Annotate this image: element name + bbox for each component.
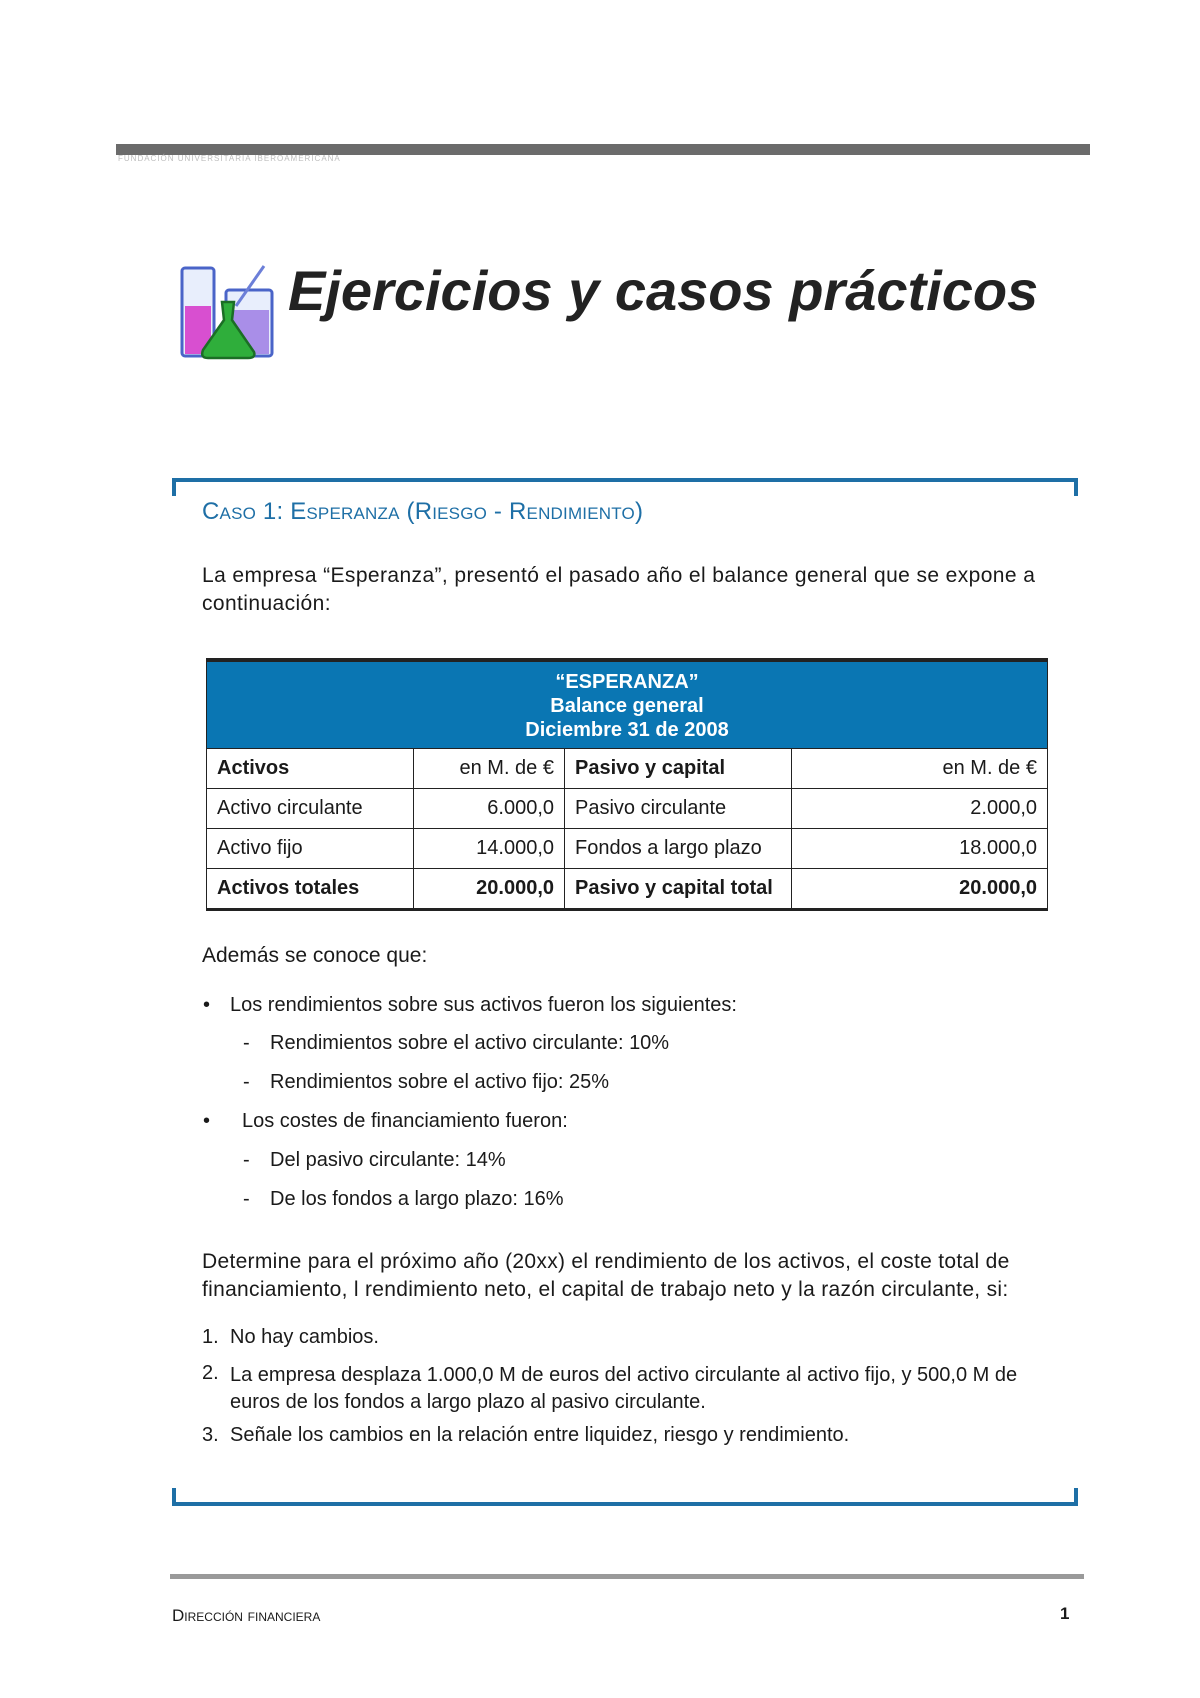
task-text: Determine para el próximo año (20xx) el rendimiento de los activos, el coste total de financiamiento, l rendimiento neto, el capital de trabajo neto y la razón circulante, si:	[202, 1250, 1010, 1301]
lab-beakers-icon	[178, 262, 282, 362]
table-cell: 6.000,0	[414, 789, 565, 829]
balance-table	[206, 658, 1048, 911]
case-name: Esperanza (Riesgo - Rendimiento)	[290, 498, 644, 525]
bullet-icon: •	[203, 994, 211, 1016]
list-item: Los rendimientos sobre sus activos fueron los siguientes:	[230, 994, 737, 1016]
list-item: Del pasivo circulante: 14%	[270, 1149, 506, 1171]
table-cell: Activo fijo	[207, 829, 414, 869]
case-frame-bottom	[172, 1488, 1078, 1506]
list-item: No hay cambios.	[230, 1326, 379, 1348]
case-prefix: Caso 1:	[202, 498, 291, 525]
list-item: Los costes de financiamiento fueron:	[242, 1110, 568, 1132]
table-cell: 14.000,0	[414, 829, 565, 869]
table-cell: 2.000,0	[792, 789, 1048, 829]
column-header: en M. de €	[414, 749, 565, 789]
column-header: Pasivo y capital	[565, 749, 792, 789]
table-cell: Pasivo y capital total	[565, 869, 792, 910]
table-cell: Fondos a largo plazo	[565, 829, 792, 869]
table-row	[207, 789, 1048, 829]
list-item: Rendimientos sobre el activo circulante: 10%	[270, 1032, 670, 1054]
table-cell: Activos totales	[207, 869, 414, 910]
list-item: La empresa desplaza 1.000,0 M de euros del activo circulante al activo fijo, y 500,0 M de euros de los fondos a largo plazo al pasivo circulante.	[230, 1364, 1018, 1413]
table-header-row	[207, 660, 1048, 749]
list-item: De los fondos a largo plazo: 16%	[270, 1188, 564, 1210]
known-intro: Además se conoce que:	[202, 944, 428, 967]
footer-rule	[170, 1574, 1084, 1579]
page-title: Ejercicios y casos prácticos	[288, 259, 1039, 322]
case-frame-top	[172, 478, 1078, 496]
list-number: 1.	[202, 1326, 219, 1348]
list-item: Señale los cambios en la relación entre liquidez, riesgo y rendimiento.	[230, 1424, 850, 1446]
footer-title: Dirección financiera	[172, 1606, 321, 1625]
table-total-row	[207, 869, 1048, 910]
table-cell: Activo circulante	[207, 789, 414, 829]
column-header-row	[207, 749, 1048, 789]
table-cell: 20.000,0	[414, 869, 565, 910]
table-subtitle: Balance general	[550, 695, 704, 717]
case-title	[202, 498, 643, 526]
bullet-icon: •	[203, 1110, 211, 1132]
case-intro: La empresa “Esperanza”, presentó el pasado año el balance general que se expone a continuación:	[202, 564, 1036, 615]
table-company: “ESPERANZA”	[555, 671, 699, 693]
dash-icon: -	[243, 1071, 250, 1093]
table-header	[207, 660, 1048, 749]
dash-icon: -	[243, 1149, 250, 1171]
table-cell: 18.000,0	[792, 829, 1048, 869]
list-number: 2.	[202, 1362, 219, 1384]
table-cell: Pasivo circulante	[565, 789, 792, 829]
page-number: 1	[1060, 1604, 1070, 1623]
table-date: Diciembre 31 de 2008	[525, 719, 729, 741]
column-header: Activos	[207, 749, 414, 789]
table-cell: 20.000,0	[792, 869, 1048, 910]
dash-icon: -	[243, 1032, 250, 1054]
dash-icon: -	[243, 1188, 250, 1210]
column-header: en M. de €	[792, 749, 1048, 789]
list-item: Rendimientos sobre el activo fijo: 25%	[270, 1071, 610, 1093]
header-caption: FUNDACIÓN UNIVERSITARIA IBEROAMERICANA	[118, 154, 341, 163]
table-row	[207, 829, 1048, 869]
list-number: 3.	[202, 1424, 219, 1446]
